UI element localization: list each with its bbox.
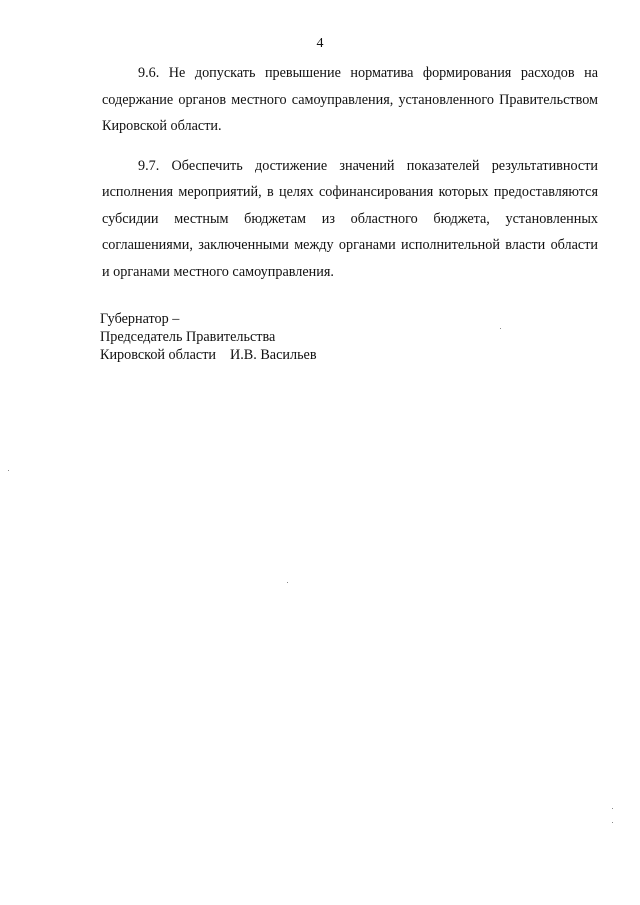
scan-speck (612, 822, 613, 823)
paragraph-9-7: 9.7. Обеспечить достижение значений показателей результативности исполнения мероприятий, в целях софинансирования которых предоставляются субсидии местным бюджетам из областного бюджета, установленных соглашениями, заключенными между органами исполнительной власти области и органами местного самоуправления. (102, 157, 598, 280)
signature-block (100, 310, 317, 364)
scan-speck (500, 328, 501, 329)
signature-position: Председатель Правительства (100, 329, 276, 345)
document-body (102, 60, 598, 298)
signature-name: И.В. Васильев (230, 347, 317, 363)
scan-speck (287, 582, 288, 583)
scan-speck (8, 470, 9, 471)
signature-title: Губернатор – (100, 311, 180, 327)
paragraph-9-6: 9.6. Не допускать превышение норматива формирования расходов на содержание органов местного самоуправления, установленного Правительством Кировской области. (102, 65, 598, 134)
scan-speck (612, 808, 613, 809)
signature-org-line (100, 346, 317, 364)
page-number: 4 (316, 36, 324, 51)
signature-org: Кировской области (100, 347, 216, 363)
